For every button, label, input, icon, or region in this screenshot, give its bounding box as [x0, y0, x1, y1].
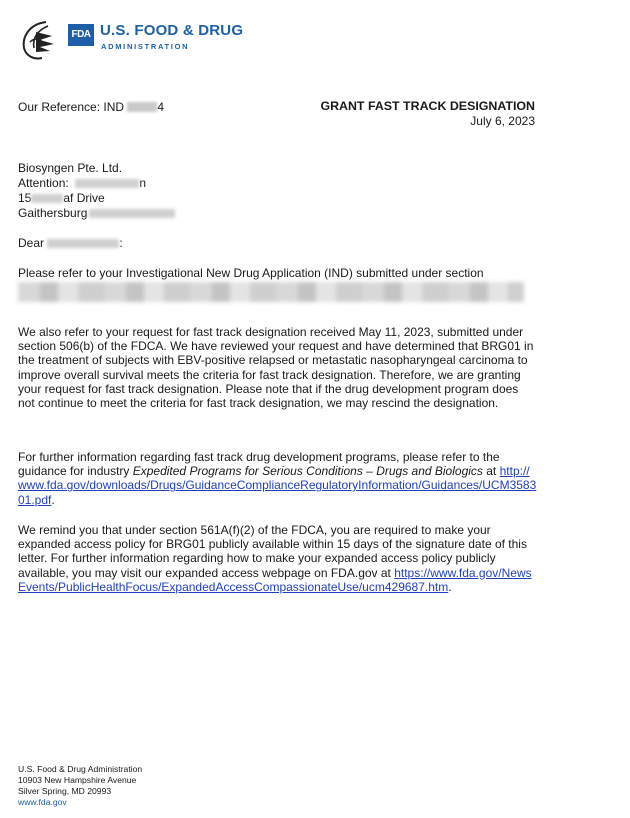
paragraph-expanded-access: [18, 523, 538, 594]
guidance-title: Expedited Programs for Serious Conditions – Drugs and Biologics: [132, 464, 483, 479]
letter-title: GRANT FAST TRACK DESIGNATION: [320, 99, 535, 113]
paragraph-ind-reference: Please refer to your Investigational New Drug Application (IND) submitted under section: [18, 266, 484, 280]
salutation-end: :: [119, 236, 123, 250]
guidance-at: at: [482, 464, 500, 479]
footer-website-link[interactable]: www.fda.gov: [18, 797, 67, 807]
expanded-access-end: .: [448, 579, 452, 594]
salutation-start: Dear: [18, 236, 45, 250]
street-prefix: 15: [18, 191, 32, 205]
expanded-access-lead: We remind you that under section 561A(f)(2) of the FDCA, you are required to make your expanded access policy for BRG01 publicly available within 15 days of the signature date of this letter. For further information regarding how to make your expanded access policy publicly available, you may visit our expanded access webpage on FDA.gov at: [18, 523, 527, 580]
reference-line: [18, 100, 164, 114]
footer-city: Silver Spring, MD 20993: [18, 786, 112, 796]
redacted-text-block: [18, 282, 524, 302]
footer-address: [18, 764, 142, 808]
agency-name: U.S. FOOD & DRUG: [100, 22, 244, 39]
agency-subtitle: ADMINISTRATION: [101, 42, 190, 51]
hhs-eagle-logo: [18, 18, 60, 62]
redacted-state-zip: [89, 209, 175, 218]
reference-label: Our Reference:: [18, 100, 101, 114]
company-name: Biosyngen Pte. Ltd.: [18, 161, 123, 175]
attention-line: [18, 176, 175, 191]
letter-date: July 6, 2023: [470, 114, 535, 128]
paragraph-guidance: [18, 450, 538, 507]
footer-agency: U.S. Food & Drug Administration: [18, 764, 143, 774]
recipient-address: [18, 161, 175, 221]
title-block: [320, 99, 535, 128]
street-tail: af Drive: [63, 191, 105, 205]
guidance-link[interactable]: http://www.fda.gov/downloads/Drugs/GuidanceComplianceRegulatoryInformation/Guidances/UCM358301.pdf: [18, 464, 537, 507]
redacted-attention-name: [75, 179, 139, 188]
salutation: [18, 236, 123, 250]
attention-label: Attention:: [18, 176, 69, 190]
redacted-reference-number: [127, 102, 157, 112]
reference-prefix: IND: [103, 100, 125, 114]
paragraph-fast-track-request: We also refer to your request for fast track designation received May 11, 2023, submitted under section 506(b) of the FDCA. We have reviewed your request and have determined that BRG01 in the treatment of subjects with EBV-positive relapsed or metastatic nasopharyngeal carcinoma to improve overall survival meets the criteria for fast track designation. Therefore, we are granting your request for fast track designation. Please note that if the drug development program does not continue to meet the criteria for fast track designation, we may rescind the designation.: [18, 325, 534, 411]
attention-tail: n: [139, 176, 147, 190]
city-line: [18, 206, 175, 221]
street-line: [18, 191, 175, 206]
fda-logo-box: FDA: [68, 24, 94, 46]
guidance-lead: For further information regarding fast track drug development programs, please refer to the guidance for industry: [18, 450, 500, 479]
reference-suffix: 4: [157, 100, 165, 114]
expanded-access-link[interactable]: https://www.fda.gov/NewsEvents/PublicHealthFocus/ExpandedAccessCompassionateUse/ucm429687.htm: [18, 565, 532, 594]
redacted-recipient-name: [47, 239, 119, 248]
redacted-street: [31, 194, 63, 203]
footer-street: 10903 New Hampshire Avenue: [18, 775, 137, 785]
city-name: Gaithersburg: [18, 206, 88, 220]
guidance-end: .: [51, 492, 55, 507]
